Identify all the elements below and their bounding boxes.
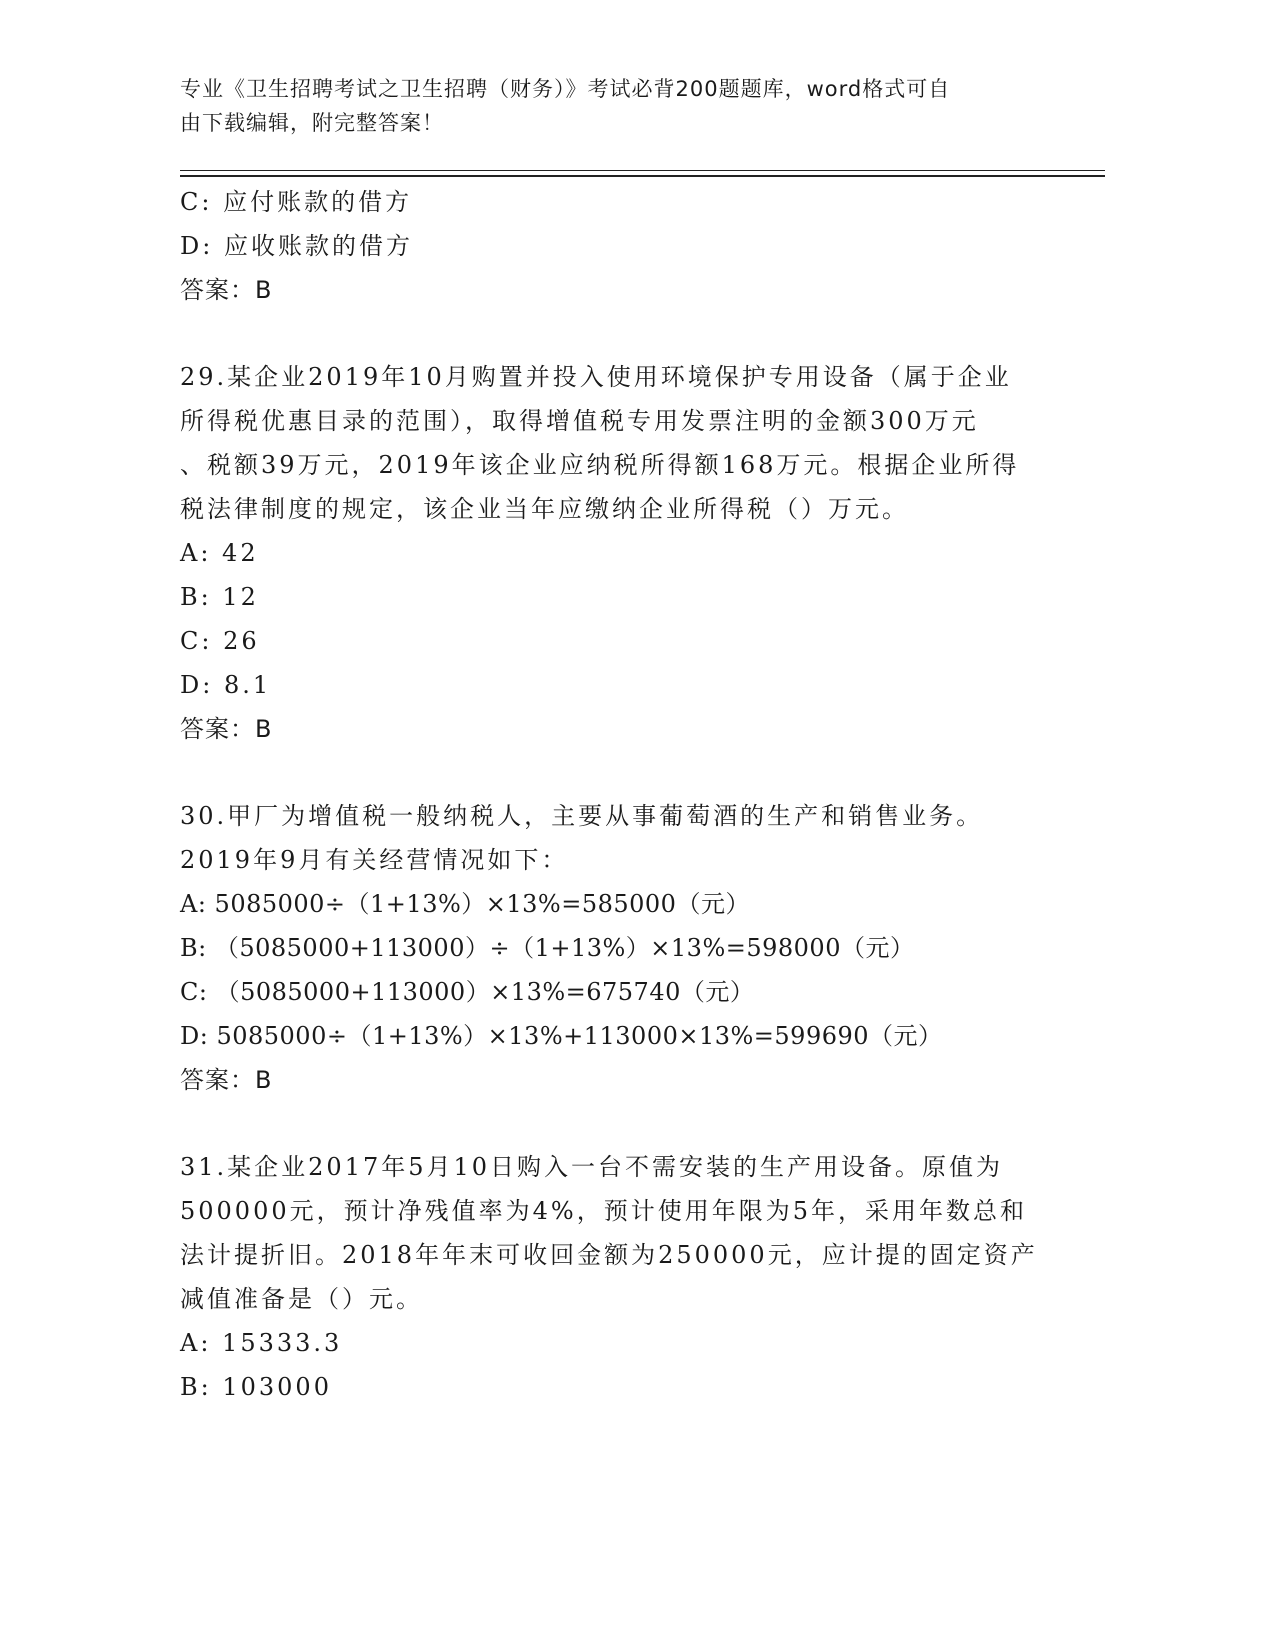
question-line: 、税额39万元，2019年该企业应纳税所得额168万元。根据企业所得: [180, 451, 1020, 479]
spacer: [180, 751, 1080, 794]
spacer: [180, 312, 1080, 355]
page-header: [180, 72, 1040, 140]
option-a: A: 5085000÷（1+13%）×13%=585000（元）: [180, 890, 750, 918]
question-31: [180, 1145, 1080, 1409]
question-text: [180, 355, 1080, 531]
question-line: 减值准备是（）元。: [180, 1285, 423, 1313]
answer-line: 答案：B: [180, 276, 273, 304]
option-b: B: （5085000+113000）÷（1+13%）×13%=598000（元）: [180, 934, 915, 962]
question-line: 2019年9月有关经营情况如下：: [180, 846, 569, 874]
question-line: 所得税优惠目录的范围），取得增值税专用发票注明的金额300万元: [180, 407, 979, 435]
question-line: 税法律制度的规定，该企业当年应缴纳企业所得税（）万元。: [180, 495, 909, 523]
answer-line: 答案：B: [180, 1066, 273, 1094]
answer-line: 答案：B: [180, 715, 273, 743]
header-divider-thin: [180, 170, 1105, 171]
option-d: D: 8.1: [180, 671, 272, 699]
question-28-tail: [180, 180, 1080, 312]
option-b: B: 12: [180, 583, 259, 611]
option-c: C: （5085000+113000）×13%=675740（元）: [180, 978, 755, 1006]
option-a: A: 15333.3: [180, 1329, 343, 1357]
option-c: C: 26: [180, 627, 260, 655]
header-line-2: 由下载编辑，附完整答案！: [180, 111, 444, 135]
question-line: 31.某企业2017年5月10日购入一台不需安装的生产用设备。原值为: [180, 1153, 1004, 1181]
option-a: A: 42: [180, 539, 259, 567]
option-d: D: 5085000÷（1+13%）×13%+113000×13%=599690（元）: [180, 1022, 943, 1050]
question-line: 29.某企业2019年10月购置并投入使用环境保护专用设备（属于企业: [180, 363, 1012, 391]
option-d: D: 应收账款的借方: [180, 232, 413, 260]
spacer: [180, 1102, 1080, 1145]
question-line: 法计提折旧。2018年年末可收回金额为250000元，应计提的固定资产: [180, 1241, 1038, 1269]
document-body: [180, 180, 1080, 1409]
question-text: [180, 794, 1080, 882]
option-c: C: 应付账款的借方: [180, 188, 413, 216]
question-line: 500000元，预计净残值率为4%，预计使用年限为5年，采用年数总和: [180, 1197, 1027, 1225]
question-text: [180, 1145, 1080, 1321]
question-29: [180, 355, 1080, 751]
question-30: [180, 794, 1080, 1102]
header-line-1: 专业《卫生招聘考试之卫生招聘（财务）》考试必背200题题库，word格式可自: [180, 77, 951, 101]
question-line: 30.甲厂为增值税一般纳税人，主要从事葡萄酒的生产和销售业务。: [180, 802, 984, 830]
header-divider-thick: [180, 175, 1105, 177]
option-b: B: 103000: [180, 1373, 332, 1401]
